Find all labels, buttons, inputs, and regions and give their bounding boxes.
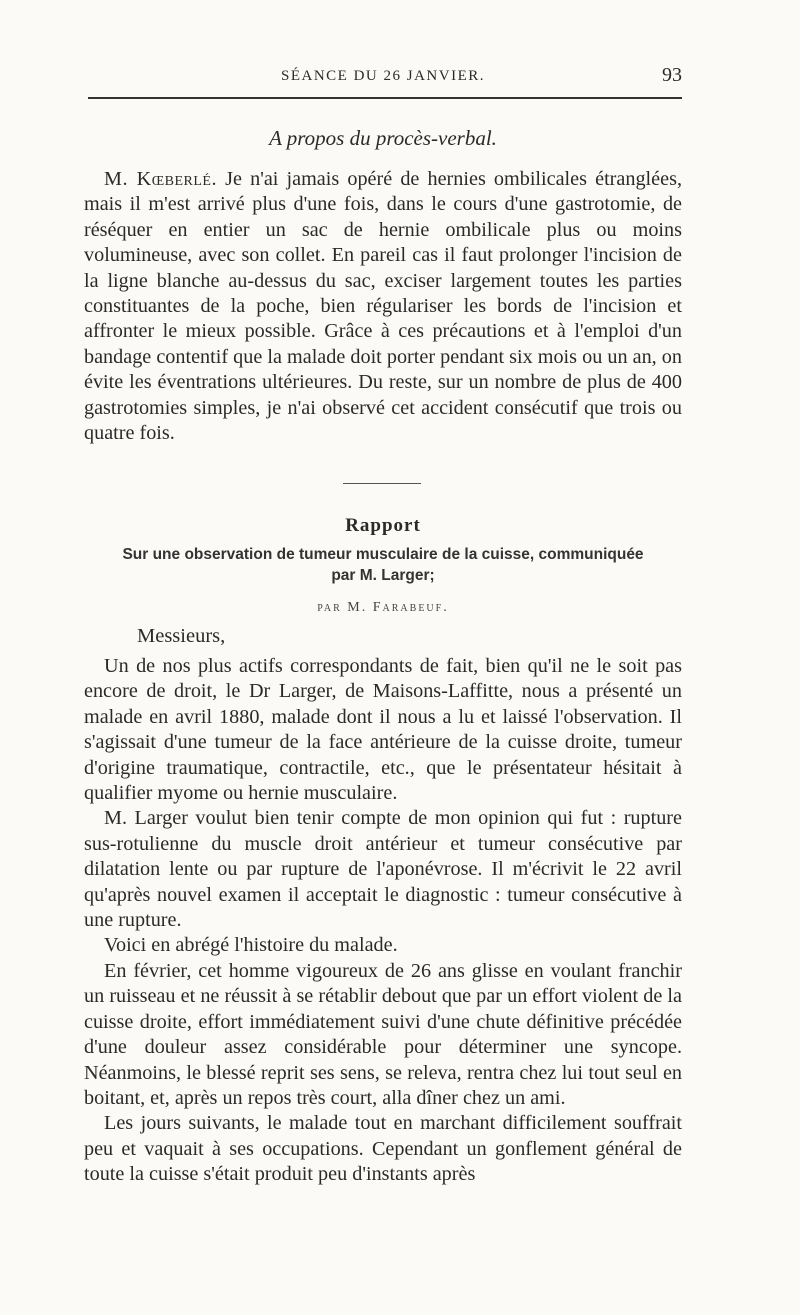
speaker-name: M. Kœberlé.	[104, 168, 218, 190]
subtitle-line: par M. Larger;	[331, 567, 435, 584]
page-number: 93	[662, 64, 682, 86]
section-title: A propos du procès-verbal.	[269, 126, 497, 150]
section-body	[84, 167, 682, 446]
rapport-heading: Rapport	[345, 515, 421, 536]
subtitle-line: Sur une observation de tumeur musculaire de la cuisse, communiquée	[122, 546, 644, 563]
rapport-subtitle	[84, 544, 682, 586]
paragraph	[84, 167, 682, 446]
paragraph: Un de nos plus actifs correspondants de fait, bien qu'il ne le soit pas encore de droit, le Dr Larger, de Maisons-Laffitte, nous a présenté un malade en avril 1880, malade dont il nous a lu et laissé l'observation. Il s'agissait d'une tumeur de la face antérieure de la cuisse droite, tumeur d'origine traumatique, contractile, etc., que le présentateur hésitait à qualifier myome ou hernie musculaire.	[84, 655, 682, 805]
paragraph: M. Larger voulut bien tenir compte de mon opinion qui fut : rupture sus-rotulienne du muscle droit antérieur et tumeur consécutive par dilatation lente ou par rupture de l'aponévrose. Il m'écrivit le 22 avril qu'après nouvel examen il acceptait le diagnostic : tumeur consécutive à une rupture.	[84, 807, 682, 932]
header-rule	[88, 97, 682, 99]
author-line: par M. Farabeuf.	[317, 600, 449, 615]
paragraph: En février, cet homme vigoureux de 26 ans glisse en voulant franchir un ruisseau et ne réussit à se rétablir debout que par un effort violent de la cuisse droite, effort immédiatement suivi d'une chute définitive précédée d'une douleur assez considérable pour déterminer une syncope. Néanmoins, le blessé reprit ses sens, se releva, rentra chez lui tout seul en boitant, et, après un repos très court, alla dîner chez un ami.	[84, 959, 682, 1109]
page-header	[84, 62, 682, 88]
paragraph: Les jours suivants, le malade tout en marchant difficilement souffrait peu et vaquait à ses occupations. Cependant un gonflement général de toute la cuisse s'était produit peu d'instants après	[84, 1112, 682, 1186]
paragraph: Voici en abrégé l'histoire du malade.	[104, 934, 398, 957]
paragraph-text: Je n'ai jamais opéré de hernies ombilicales étranglées, mais il m'est arrivé plus d'une fois, dans le cours d'une gastrotomie, de réséquer en entier un sac de hernie ombilicale plus ou moins volumineuse, avec son collet. En pareil cas il faut prolonger l'incision de la ligne blanche au-dessus du sac, exciser largement toutes les parties constituantes de la poche, bien régulariser les bords de l'incision et affronter le mieux possible. Grâce à ces précautions et à l'emploi d'un bandage contentif que la malade doit porter pendant six mois ou un an, on évite les éventrations ultérieures. Du reste, sur un nombre de plus de 400 gastrotomies simples, je n'ai observé cet accident consécutif que trois ou quatre fois.	[84, 168, 682, 445]
salutation: Messieurs,	[137, 625, 226, 647]
running-head: SÉANCE DU 26 JANVIER.	[281, 68, 485, 84]
rapport-body	[84, 654, 682, 1188]
section-divider	[343, 483, 421, 484]
